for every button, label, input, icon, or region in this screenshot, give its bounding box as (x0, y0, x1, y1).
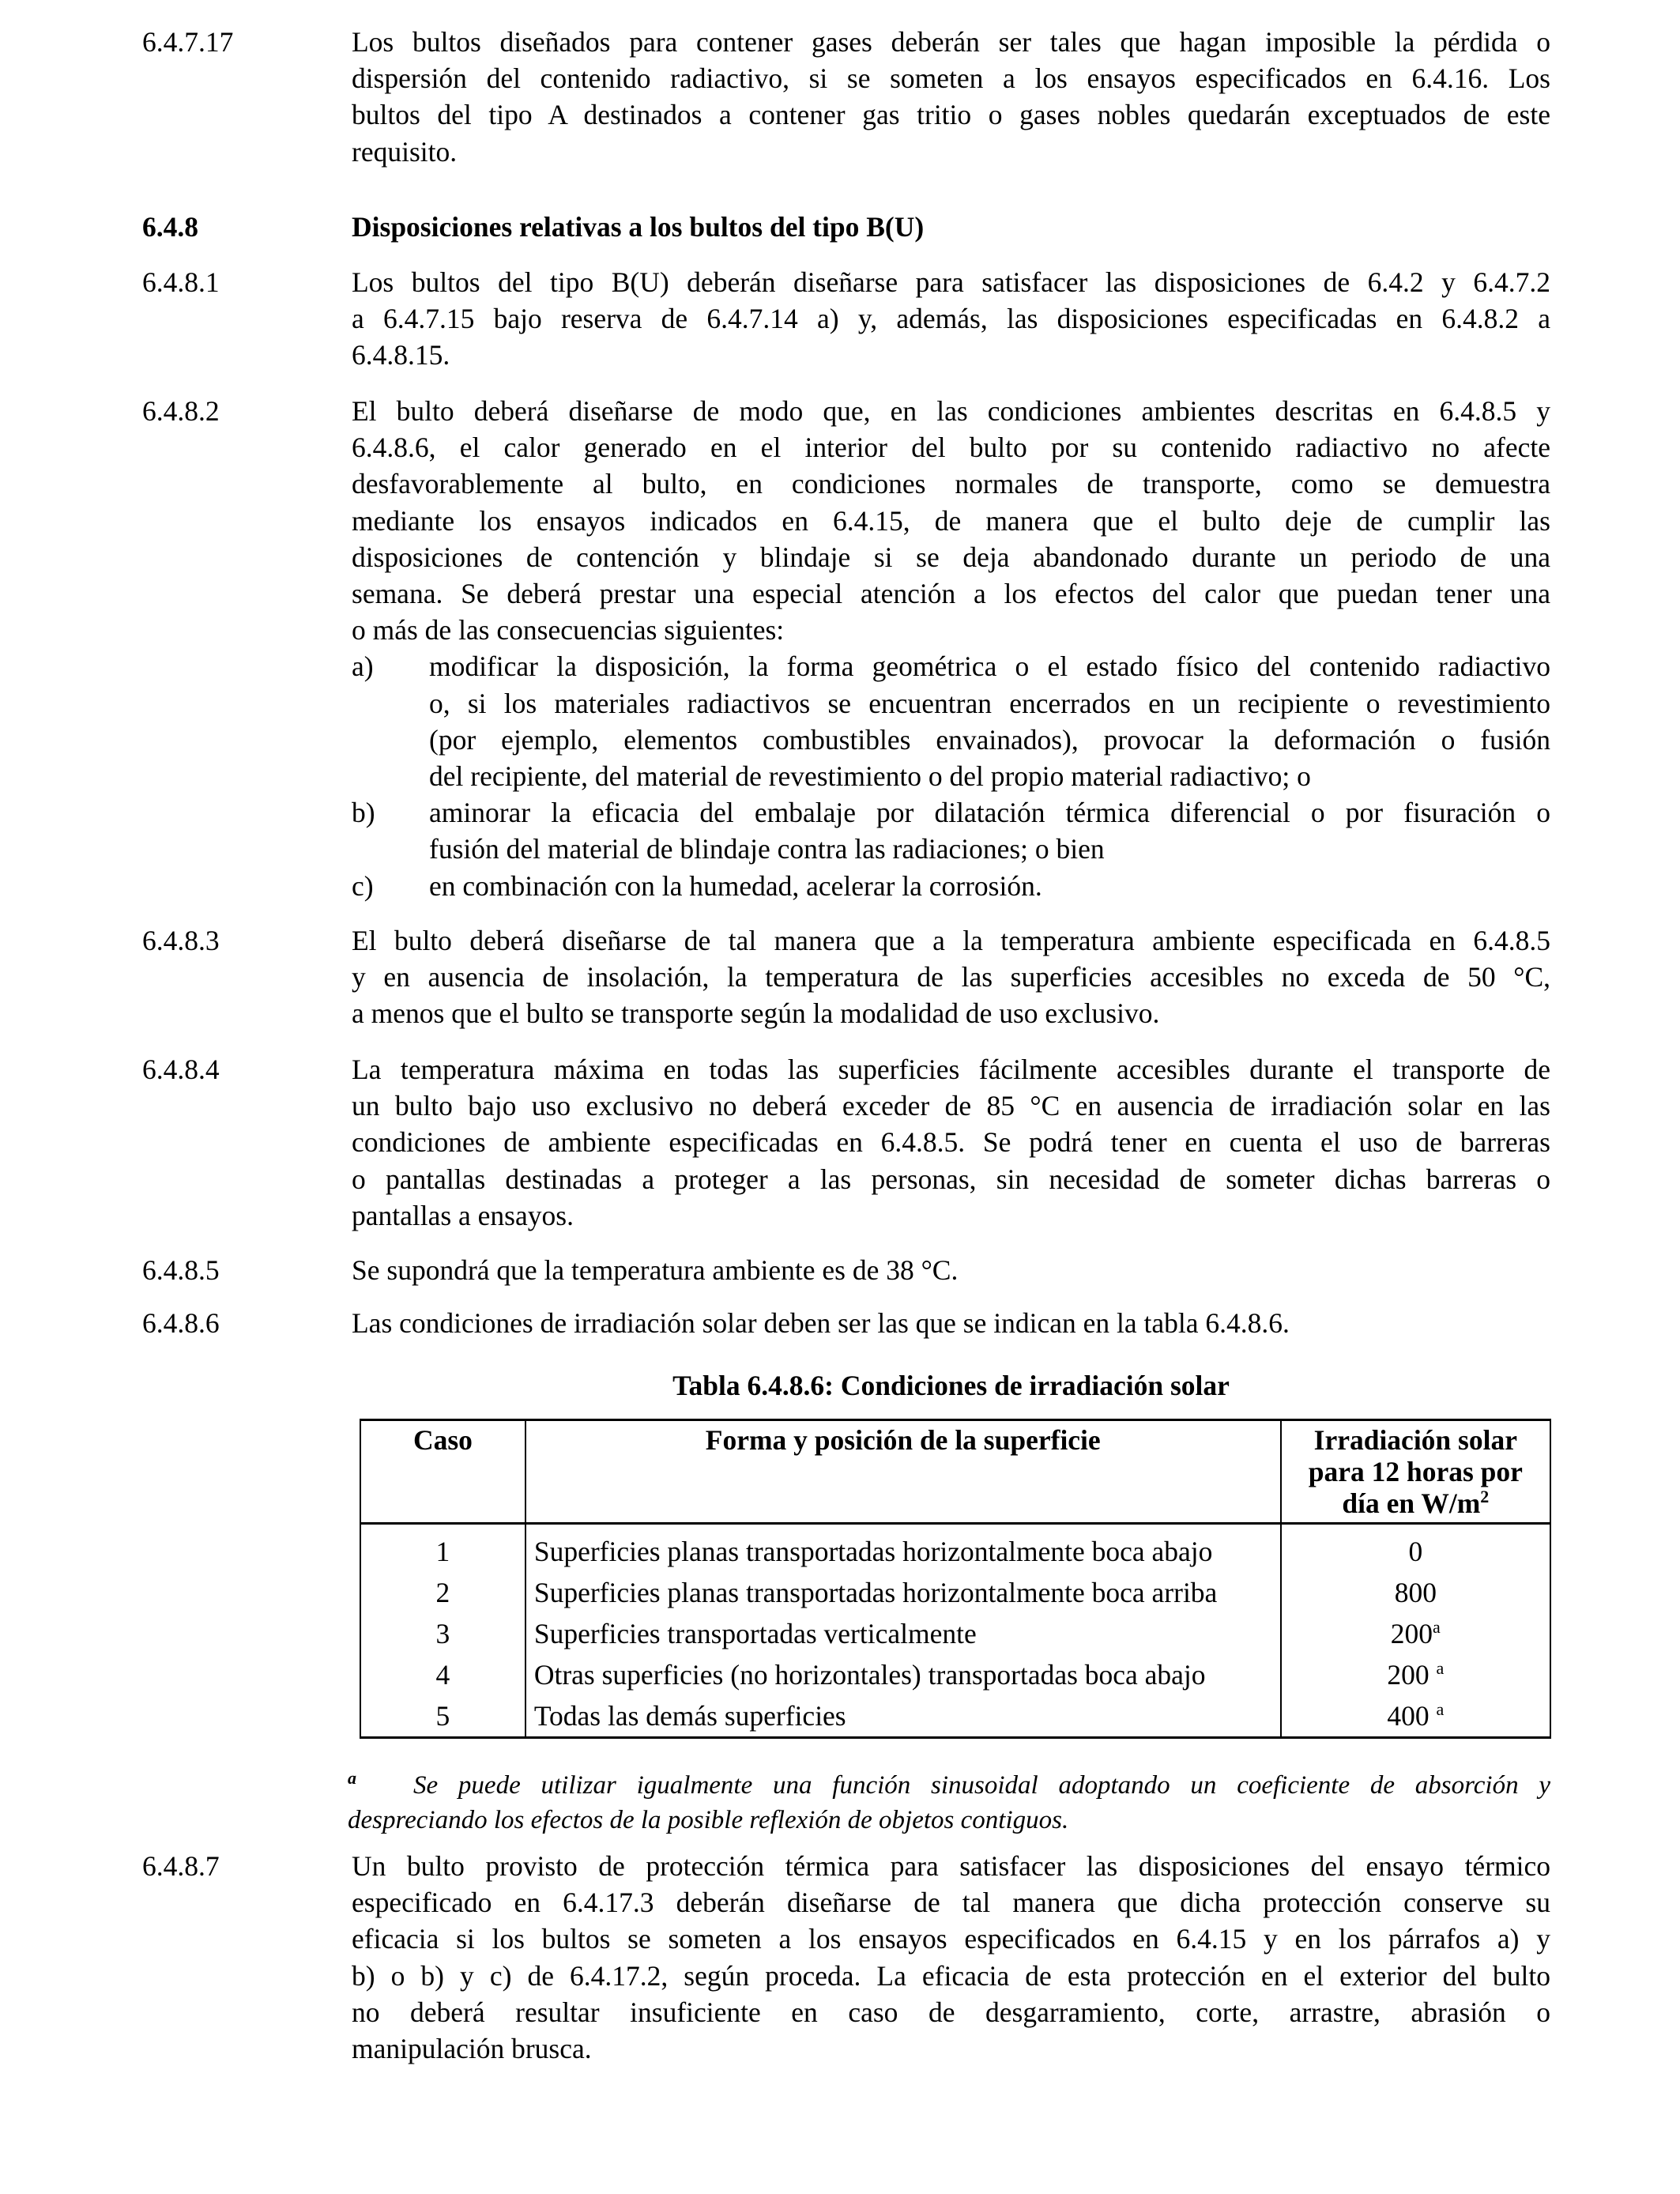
footnote-ref: a (1436, 1658, 1445, 1679)
superscript: 2 (1480, 1487, 1490, 1507)
footnote-line: Se puede utilizar igualmente una función sinusoidal adoptando un coeficiente de absorción y (413, 1771, 1550, 1800)
cell-irradiacion (1281, 1572, 1550, 1613)
text-line: o, si los materiales radiactivos se encuentran encerrados en un recipiente o revestimiento (429, 687, 1550, 719)
footnote-marker: a (348, 1768, 356, 1788)
text-line: 6.4.8.6, el calor generado en el interior del bulto por su contenido radiactivo no afecte (352, 432, 1550, 464)
text-line: condiciones de ambiente especificadas en 6.4.8.5. Se podrá tener en cuenta el uso de barreras (352, 1126, 1550, 1159)
text-line: La temperatura máxima en todas las superficies fácilmente accesibles durante el transporte de (352, 1054, 1550, 1085)
table-header-row (360, 1420, 1550, 1524)
table-row (360, 1524, 1550, 1573)
paragraph-number: 6.4.8.3 (142, 925, 220, 956)
text-line: b) o b) y c) de 6.4.17.2, según proceda. La eficacia de esta protección en el exterior del bulto (352, 1959, 1550, 1992)
paragraph-number: 6.4.7.17 (142, 26, 234, 58)
header-line: Irradiación solar (1313, 1424, 1517, 1456)
cell-caso: 2 (360, 1572, 525, 1613)
paragraph-text (352, 1305, 1550, 1341)
list-marker: a) (352, 650, 374, 683)
text-line: El bulto deberá diseñarse de tal manera que a la temperatura ambiente especificada en 6.4.8.5 (352, 925, 1550, 956)
cell-forma: Superficies planas transportadas horizontalmente boca arriba (525, 1572, 1281, 1613)
section-title (352, 209, 1550, 245)
cell-forma: Superficies transportadas verticalmente (525, 1613, 1281, 1654)
paragraph-6-4-8-3 (142, 922, 1550, 1032)
paragraph-text (352, 1051, 1550, 1234)
list-item-a (352, 648, 1550, 794)
table-caption: Tabla 6.4.8.6: Condiciones de irradiación solar (672, 1370, 1230, 1401)
text-line: Se supondrá que la temperatura ambiente es de 38 °C. (352, 1254, 959, 1286)
paragraph-text (352, 922, 1550, 1032)
list-marker: b) (352, 797, 375, 829)
text-line: mediante los ensayos indicados en 6.4.15, de manera que el bulto deje de cumplir las (352, 504, 1550, 537)
text-line: requisito. (352, 135, 458, 168)
paragraph-number: 6.4.8.6 (142, 1307, 220, 1339)
footnote-line: despreciando los efectos de la posible reflexión de objetos contiguos. (348, 1806, 1069, 1834)
text-line: del recipiente, del material de revestimiento o del propio material radiactivo; o (429, 760, 1311, 793)
paragraph-6-4-8-1 (142, 264, 1550, 374)
paragraph-text (352, 1252, 1550, 1288)
table-row (360, 1572, 1550, 1613)
text-line: a 6.4.7.15 bajo reserva de 6.4.7.14 a) y, además, las disposiciones especificadas en 6.4.8.2 a (352, 303, 1550, 335)
text-line: a menos que el bulto se transporte según la modalidad de uso exclusivo. (352, 997, 1160, 1030)
text-line: eficacia si los bultos se someten a los ensayos especificados en 6.4.15 y en los párrafos a) y (352, 1923, 1550, 1955)
cell-caso: 3 (360, 1613, 525, 1654)
table-row (360, 1613, 1550, 1654)
cell-value: 800 (1394, 1577, 1437, 1608)
text-line: o pantallas destinadas a proteger a las personas, sin necesidad de someter dichas barreras o (352, 1163, 1550, 1195)
paragraph-number: 6.4.8.4 (142, 1054, 220, 1085)
text-line: fusión del material de blindaje contra las radiaciones; o bien (429, 833, 1105, 865)
header-irradiacion (1281, 1420, 1550, 1524)
text-line: un bulto bajo uso exclusivo no deberá exceder de 85 °C en ausencia de irradiación solar en las (352, 1090, 1550, 1122)
cell-irradiacion (1281, 1654, 1550, 1695)
text-line: modificar la disposición, la forma geométrica o el estado físico del contenido radiactivo (429, 650, 1550, 683)
footnote-ref: a (1436, 1699, 1445, 1720)
text-line: Los bultos diseñados para contener gases deberán ser tales que hagan imposible la pérdida o (352, 26, 1550, 58)
text-line: Los bultos del tipo B(U) deberán diseñarse para satisfacer las disposiciones de 6.4.2 y 6.4.7.2 (352, 266, 1550, 298)
cell-caso: 4 (360, 1654, 525, 1695)
cell-value: 400 (1387, 1700, 1437, 1732)
text-line: dispersión del contenido radiactivo, si se someten a los ensayos especificados en 6.4.16. Los (352, 62, 1550, 95)
list-item-c (352, 868, 1550, 904)
text-line: semana. Se deberá prestar una especial atención a los efectos del calor que puedan tener una (352, 578, 1550, 610)
cell-forma: Superficies planas transportadas horizontalmente boca abajo (525, 1524, 1281, 1573)
paragraph-text (352, 393, 1550, 904)
cell-value: 200 (1390, 1618, 1433, 1649)
header-line: para 12 horas por (1308, 1456, 1523, 1487)
paragraph-number: 6.4.8.7 (142, 1850, 220, 1882)
cell-caso: 1 (360, 1524, 525, 1573)
cell-irradiacion (1281, 1613, 1550, 1654)
footnote-ref: a (1433, 1617, 1441, 1638)
text-line: El bulto deberá diseñarse de modo que, en las condiciones ambientes descritas en 6.4.8.5 y (352, 395, 1550, 427)
paragraph-6-4-8-4 (142, 1051, 1550, 1234)
paragraph-6-4-8-2 (142, 393, 1550, 904)
text-line: en combinación con la humedad, acelerar la corrosión. (429, 869, 1042, 902)
paragraph-6-4-8-5 (142, 1252, 1550, 1288)
text-line: especificado en 6.4.17.3 deberán diseñarse de tal manera que dicha protección conserve su (352, 1887, 1550, 1919)
text-line: 6.4.8.15. (352, 339, 450, 371)
paragraph-number: 6.4.8.5 (142, 1254, 220, 1286)
list-item-b (352, 794, 1550, 867)
paragraph-6-4-8-6 (142, 1305, 1550, 1341)
text-line: aminorar la eficacia del embalaje por dilatación térmica diferencial o por fisuración o (429, 797, 1550, 829)
cell-value: 200 (1387, 1659, 1437, 1691)
paragraph-6-4-7-17 (142, 24, 1550, 170)
text-line: o más de las consecuencias siguientes: (352, 614, 785, 647)
text-line: y en ausencia de insolación, la temperatura de las superficies accesibles no exceda de 50 °C, (352, 961, 1550, 993)
paragraph-text (352, 1848, 1550, 2067)
section-heading-6-4-8 (142, 209, 1550, 245)
header-caso: Caso (360, 1420, 525, 1524)
cell-caso: 5 (360, 1695, 525, 1738)
table-row (360, 1654, 1550, 1695)
text-line: disposiciones de contención y blindaje si se deja abandonado durante un periodo de una (352, 541, 1550, 573)
paragraph-6-4-8-7 (142, 1848, 1550, 2067)
paragraph-text (352, 24, 1550, 170)
paragraph-number: 6.4.8.1 (142, 266, 220, 298)
cell-forma: Todas las demás superficies (525, 1695, 1281, 1738)
cell-value: 0 (1408, 1536, 1423, 1567)
cell-irradiacion (1281, 1695, 1550, 1738)
table-footnote (348, 1761, 1550, 1838)
table-row (360, 1695, 1550, 1738)
text-line: manipulación brusca. (352, 2033, 592, 2065)
text-line: bultos del tipo A destinados a contener gas tritio o gases nobles quedarán exceptuados de este (352, 99, 1550, 131)
text-line: pantallas a ensayos. (352, 1199, 574, 1231)
paragraph-text (352, 264, 1550, 374)
header-forma: Forma y posición de la superficie (525, 1420, 1281, 1524)
text-line: desfavorablemente al bulto, en condiciones normales de transporte, como se demuestra (352, 468, 1550, 500)
cell-irradiacion (1281, 1524, 1550, 1573)
header-line: día en W/m (1342, 1487, 1481, 1519)
text-line: Un bulto provisto de protección térmica para satisfacer las disposiciones del ensayo térmico (352, 1850, 1550, 1882)
list-marker: c) (352, 869, 374, 902)
cell-forma: Otras superficies (no horizontales) transportadas boca abajo (525, 1654, 1281, 1695)
text-line: (por ejemplo, elementos combustibles envainados), provocar la deformación o fusión (429, 723, 1550, 756)
section-number: 6.4.8 (142, 211, 198, 243)
text-line: Las condiciones de irradiación solar deben ser las que se indican en la tabla 6.4.8.6. (352, 1307, 1290, 1339)
solar-irradiation-table (360, 1419, 1551, 1739)
text-line: no deberá resultar insuficiente en caso de desgarramiento, corte, arrastre, abrasión o (352, 1996, 1550, 2028)
text-line: Disposiciones relativas a los bultos del tipo B(U) (352, 211, 925, 243)
paragraph-number: 6.4.8.2 (142, 395, 220, 427)
